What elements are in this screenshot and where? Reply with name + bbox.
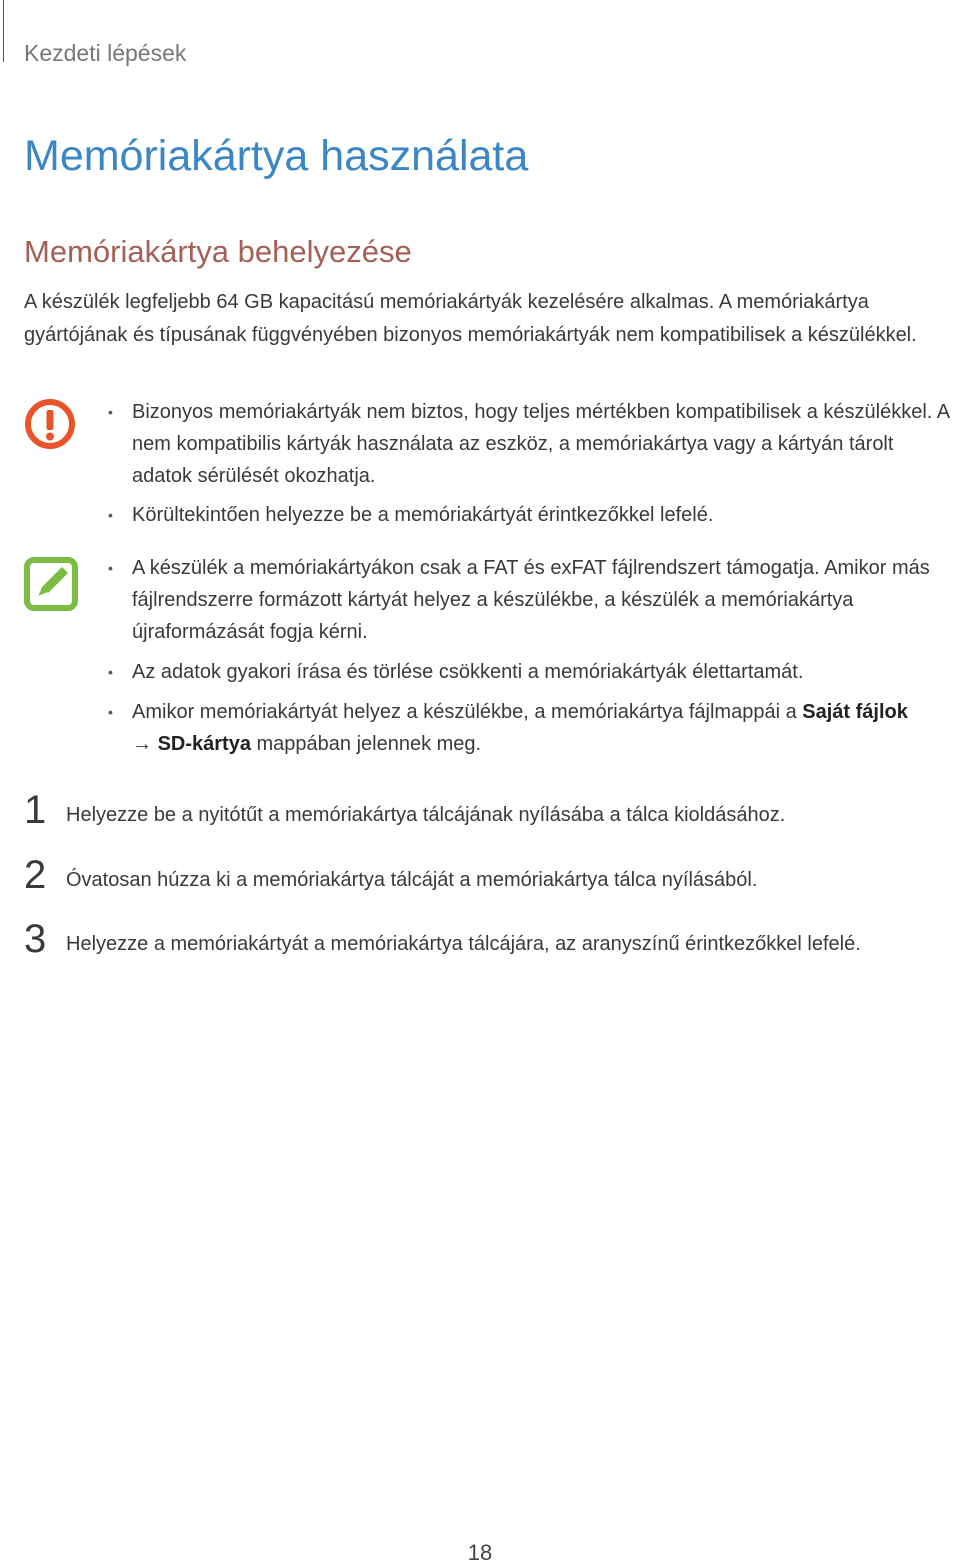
menu-path-my-files: Saját fájlok bbox=[802, 701, 908, 723]
list-item-text: Az adatok gyakori írása és törlése csökkenti a memóriakártyák élettartamát. bbox=[132, 661, 804, 683]
warning-icon bbox=[24, 398, 76, 450]
running-header: Kezdeti lépések bbox=[24, 40, 187, 66]
list-item: • Körültekintően helyezze be a memóriakártyát érintkezőkkel lefelé. bbox=[108, 504, 714, 526]
step-number: 3 bbox=[24, 917, 47, 961]
note-list bbox=[100, 552, 960, 760]
list-item: • Bizonyos memóriakártyák nem biztos, hogy teljes mértékben kompatibilisek a készülékkel. A nem kompatibilis kártyák használata az eszköz, a memóriakártya vagy a kártyán tárolt adatok sérülését okozhatja. bbox=[108, 401, 950, 487]
intro-paragraph: A készülék legfeljebb 64 GB kapacitású memóriakártyák kezelésére alkalmas. A memóriakártya gyártójának és típusának függvényében bizonyos memóriakártyák nem kompatibilisek a készülékkel. bbox=[24, 291, 917, 346]
list-item: • Az adatok gyakori írása és törlése csökkenti a memóriakártyák élettartamát. bbox=[108, 661, 804, 683]
section-heading: Memóriakártya behelyezése bbox=[24, 234, 412, 269]
step-text: Óvatosan húzza ki a memóriakártya tálcáját a memóriakártya tálca nyílásából. bbox=[66, 869, 758, 891]
step-text: Helyezze a memóriakártyát a memóriakártya tálcájára, az aranyszínű érintkezőkkel lefelé. bbox=[66, 933, 861, 955]
list-item-text-before: Amikor memóriakártyát helyez a készülékbe, a memóriakártya fájlmappái a bbox=[132, 701, 803, 723]
list-item: • A készülék a memóriakártyákon csak a FAT és exFAT fájlrendszert támogatja. Amikor más fájlrendszerre formázott kártyát helyez a készülékbe, a készülék a memóriakártya újraformázását fogja kérni. bbox=[108, 557, 930, 643]
list-item-text: Körültekintően helyezze be a memóriakártyát érintkezőkkel lefelé. bbox=[132, 504, 714, 526]
step-text: Helyezze be a nyitótűt a memóriakártya tálcájának nyílásába a tálca kioldásához. bbox=[66, 804, 786, 826]
step-number: 2 bbox=[24, 853, 47, 897]
list-item-text: A készülék a memóriakártyákon csak a FAT és exFAT fájlrendszert támogatja. Amikor más fájlrendszerre formázott kártyát helyez a készülékbe, a készülék a memóriakártya újraformázását fogja kérni. bbox=[132, 557, 930, 643]
arrow-icon: → bbox=[132, 733, 152, 755]
margin-rule bbox=[3, 0, 4, 62]
list-item: • Amikor memóriakártyát helyez a készülékbe, a memóriakártya fájlmappái a Saját fájlok → SD-kártya mappában jelennek meg. bbox=[108, 701, 908, 755]
page-number: 18 bbox=[467, 1540, 493, 1565]
step-number: 1 bbox=[24, 788, 47, 832]
list-item-text-after: mappában jelennek meg. bbox=[250, 733, 482, 755]
warning-list bbox=[100, 396, 950, 531]
menu-path-sd-card: SD-kártya bbox=[157, 733, 251, 755]
note-icon bbox=[24, 557, 78, 611]
page-title: Memóriakártya használata bbox=[24, 132, 529, 180]
list-item-text: Bizonyos memóriakártyák nem biztos, hogy teljes mértékben kompatibilisek a készülékkel. A nem kompatibilis kártyák használata az eszköz, a memóriakártya vagy a kártyán tárolt adatok sérülését okozhatja. bbox=[132, 401, 950, 487]
